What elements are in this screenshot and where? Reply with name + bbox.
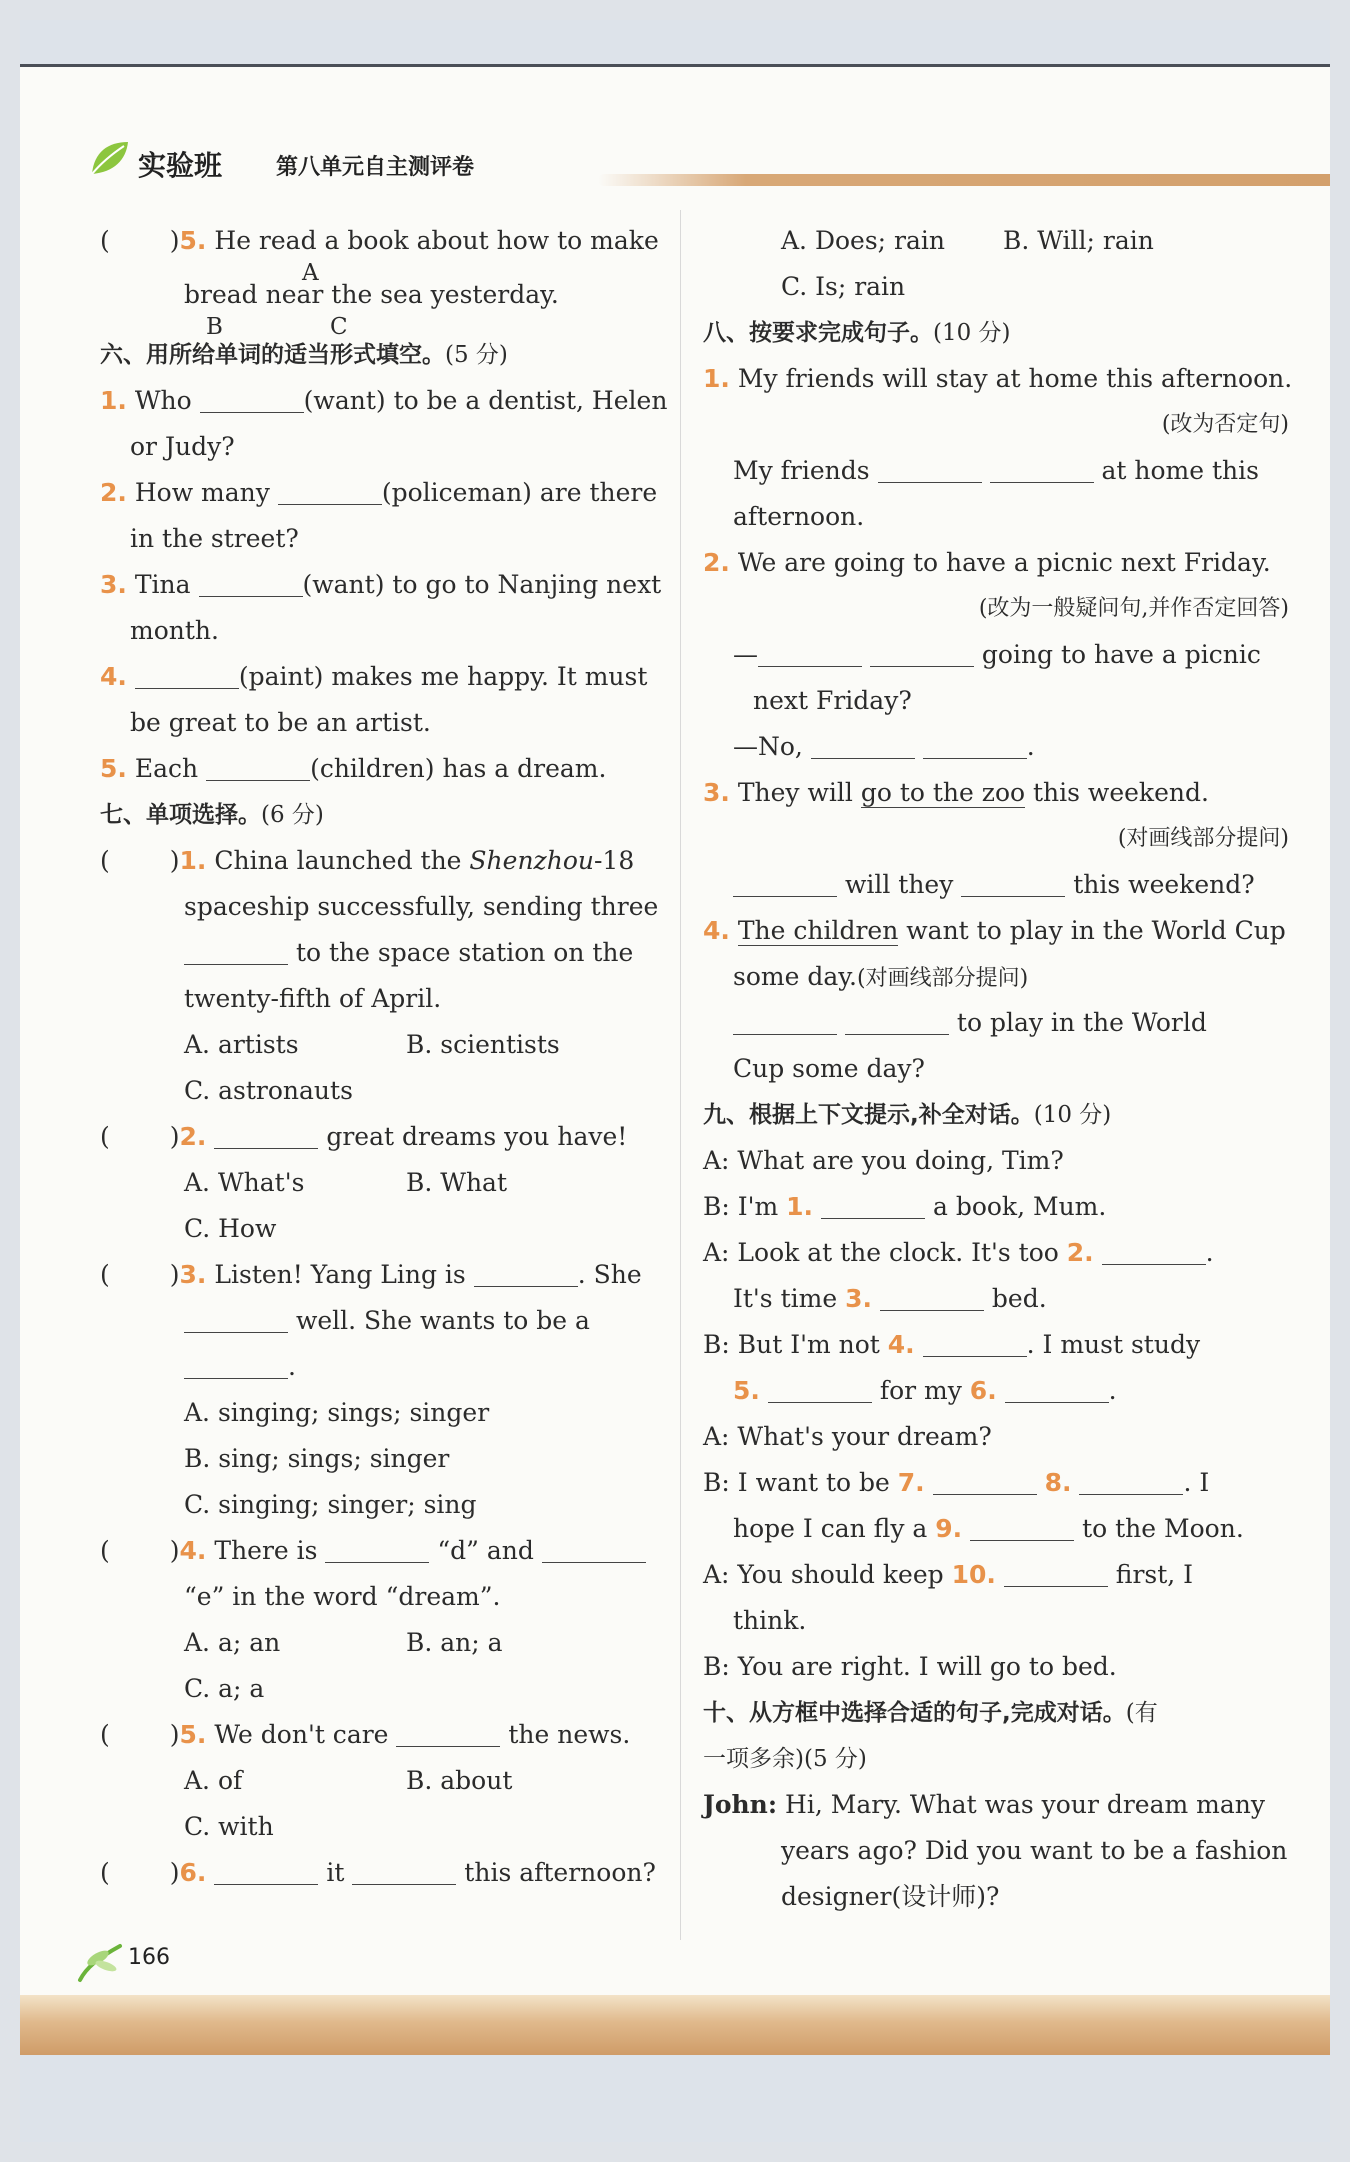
section-8-title: 八、按要求完成句子。(10 分): [703, 320, 1011, 346]
answer-blank[interactable]: [768, 1372, 872, 1403]
answer-blank[interactable]: [135, 658, 239, 689]
s7-q6: ( )6. it this afternoon?: [100, 1850, 690, 1896]
mark-b: B: [206, 314, 223, 340]
s7-q3: ( )3. Listen! Yang Ling is . She: [100, 1252, 690, 1298]
q5-sentence-line2: bread near the sea yesterday.: [184, 280, 559, 309]
s7-q6-options: A. Does; rain B. Will; rain: [781, 226, 1154, 255]
answer-blank[interactable]: [1005, 1372, 1109, 1403]
dialog-line: A: You should keep 10. first, I: [703, 1552, 1303, 1598]
page-number: 166: [128, 1945, 170, 1970]
dialog-line: A: What are you doing, Tim?: [703, 1146, 1064, 1175]
dialog-line: B: I want to be 7. 8. . I: [703, 1460, 1303, 1506]
footer-band: [20, 1995, 1330, 2055]
s6-q3: 3. Tina (want) to go to Nanjing next: [100, 562, 690, 608]
answer-blank[interactable]: [396, 1716, 500, 1747]
answer-blank[interactable]: [474, 1256, 578, 1287]
answer-blank[interactable]: [880, 1280, 984, 1311]
leaf-icon: [88, 138, 132, 178]
answer-blank[interactable]: [845, 1004, 949, 1035]
dialog-line: A: What's your dream?: [703, 1422, 992, 1451]
answer-blank[interactable]: [352, 1854, 456, 1885]
answer-blank[interactable]: [214, 1854, 318, 1885]
answer-blank[interactable]: [1102, 1234, 1206, 1265]
answer-blank[interactable]: [878, 452, 982, 483]
dragonfly-icon: [76, 1940, 124, 1984]
q5-sentence-line1: He read a book about how to make: [214, 226, 659, 255]
section-10-title: 十、从方框中选择合适的句子,完成对话。(有: [703, 1700, 1158, 1726]
answer-blank[interactable]: [923, 1326, 1027, 1357]
dialog-line: B: But I'm not 4. . I must study: [703, 1322, 1303, 1368]
answer-blank[interactable]: [923, 728, 1027, 759]
question-5-top: ( )5. He read a book about how to make A bread near the sea yesterday. B C: [100, 218, 690, 326]
answer-blank[interactable]: [200, 382, 304, 413]
answer-blank[interactable]: [870, 636, 974, 667]
page-header: [88, 132, 1328, 192]
answer-blank[interactable]: [278, 474, 382, 505]
answer-blank[interactable]: [1004, 1556, 1108, 1587]
answer-blank[interactable]: [821, 1188, 925, 1219]
section-7-title: 七、单项选择。(6 分): [100, 802, 324, 828]
s6-q1: 1. Who (want) to be a dentist, Helen: [100, 378, 690, 424]
s7-q2: ( )2. great dreams you have!: [100, 1114, 690, 1160]
s8-q4: 4. The children want to play in the World Cup: [703, 916, 1286, 945]
s6-q5: 5. Each (children) has a dream.: [100, 746, 690, 792]
s8-q2: 2. We are going to have a picnic next Friday.: [703, 548, 1271, 577]
answer-blank[interactable]: [1079, 1464, 1183, 1495]
s7-q1-options: A. artists B. scientists: [184, 1030, 560, 1059]
brand-label: 实验班: [138, 149, 223, 182]
s6-q4: 4. (paint) makes me happy. It must: [100, 654, 690, 700]
answer-blank[interactable]: [733, 866, 837, 897]
answer-blank[interactable]: [933, 1464, 1037, 1495]
answer-blank[interactable]: [542, 1532, 646, 1563]
answer-blank[interactable]: [184, 1302, 288, 1333]
header-stripe: [598, 174, 1330, 186]
answer-blank[interactable]: [811, 728, 915, 759]
answer-blank[interactable]: [184, 934, 288, 965]
mark-c: C: [330, 314, 348, 340]
answer-blank[interactable]: [214, 1118, 318, 1149]
s8-q3: 3. They will go to the zoo this weekend.: [703, 778, 1209, 807]
s7-q1: ( )1. China launched the Shenzhou-18: [100, 846, 635, 875]
answer-blank[interactable]: [325, 1532, 429, 1563]
answer-blank[interactable]: [206, 750, 310, 781]
dialog-line: A: Look at the clock. It's too 2. .: [703, 1230, 1303, 1276]
s7-q4: ( )4. There is “d” and: [100, 1528, 690, 1574]
answer-blank[interactable]: [758, 636, 862, 667]
section-6-title: 六、用所给单词的适当形式填空。(5 分): [100, 342, 508, 368]
dialog-line: John: Hi, Mary. What was your dream many: [703, 1790, 1265, 1819]
unit-title: 第八单元自主测评卷: [276, 155, 475, 180]
right-column: A. Does; rain B. Will; rain C. Is; rain 八、按要求完成句子。(10 分) 1. My friends will stay at home this afternoon. (改为否定句) My friends at home this afternoon. 2. We are going to have a picnic next Friday. (改为一般疑问句,并作否定回答) — going to have a picnic next Friday? —No, . 3. They will go to the zoo this weekend. (对画线部分提问) will they this weekend? 4. The children want to play in the World Cup some day.(对画线部分提问) to play in the World Cup some day? 九、根据上下文提示,补全对话。(10 分) A: What are you doing, Tim? B: I'm 1. a book, Mum. A: Look at the clock. It's too 2. . It's time 3. bed. B: But I'm not 4. . I must study 5. for my 6. . A: What's your dream? B: I want to be 7. 8. . I hope I can fly a 9. to the Moon. A: You should keep 10. first, I think. B: You are right. I will go to bed. 十、从方框中选择合适的句子,完成对话。(有 一项多余)(5 分) John: Hi, Mary. What was your dream many years ago? Did you want to be a fashion designer(设计师)?: [703, 218, 1303, 1920]
workbook-page: [20, 20, 1330, 2142]
dialog-line: B: You are right. I will go to bed.: [703, 1652, 1117, 1681]
s7-q5: ( )5. We don't care the news.: [100, 1712, 690, 1758]
dialog-line: B: I'm 1. a book, Mum.: [703, 1184, 1303, 1230]
s6-q2: 2. How many (policeman) are there: [100, 470, 690, 516]
answer-blank[interactable]: [961, 866, 1065, 897]
s8-q1: 1. My friends will stay at home this afternoon.: [703, 364, 1293, 393]
top-margin-band: [20, 20, 1330, 67]
left-column: ( )5. He read a book about how to make A bread near the sea yesterday. B C 六、用所给单词的适当形式填空。(5 分) 1. Who (want) to be a dentist, Helen or Judy? 2. How many (policeman) are there in the street? 3. Tina (want) to go to Nanjing next month. 4. (paint) makes me happy. It must be great to be an artist. 5. Each (children) has a dream. 七、单项选择。(6 分) ( )1. China launched the Shenzhou-18 spaceship successfully, sending three to the space station on the twenty-fifth of April. A. artists B. scientists C. astronauts ( )2. great dreams you have! A. What's B. What C. How ( )3. Listen! Yang Ling is . She well. She wants to be a . A. singing; sings; singer B. sing; sings; singer C. singing; singer; sing ( )4. There is “d” and “e” in the word “dream”. A. a; an B. an; a C. a; a ( )5. We don't care the news. A. of B. about C. with ( )6. it this afternoon?: [100, 218, 690, 1896]
answer-blank[interactable]: [990, 452, 1094, 483]
answer-blank[interactable]: [970, 1510, 1074, 1541]
section-9-title: 九、根据上下文提示,补全对话。(10 分): [703, 1102, 1112, 1128]
answer-blank[interactable]: [199, 566, 303, 597]
answer-blank[interactable]: [733, 1004, 837, 1035]
answer-blank[interactable]: [184, 1348, 288, 1379]
mark-a: A: [302, 260, 319, 286]
bottom-margin-band: [20, 2055, 1330, 2142]
